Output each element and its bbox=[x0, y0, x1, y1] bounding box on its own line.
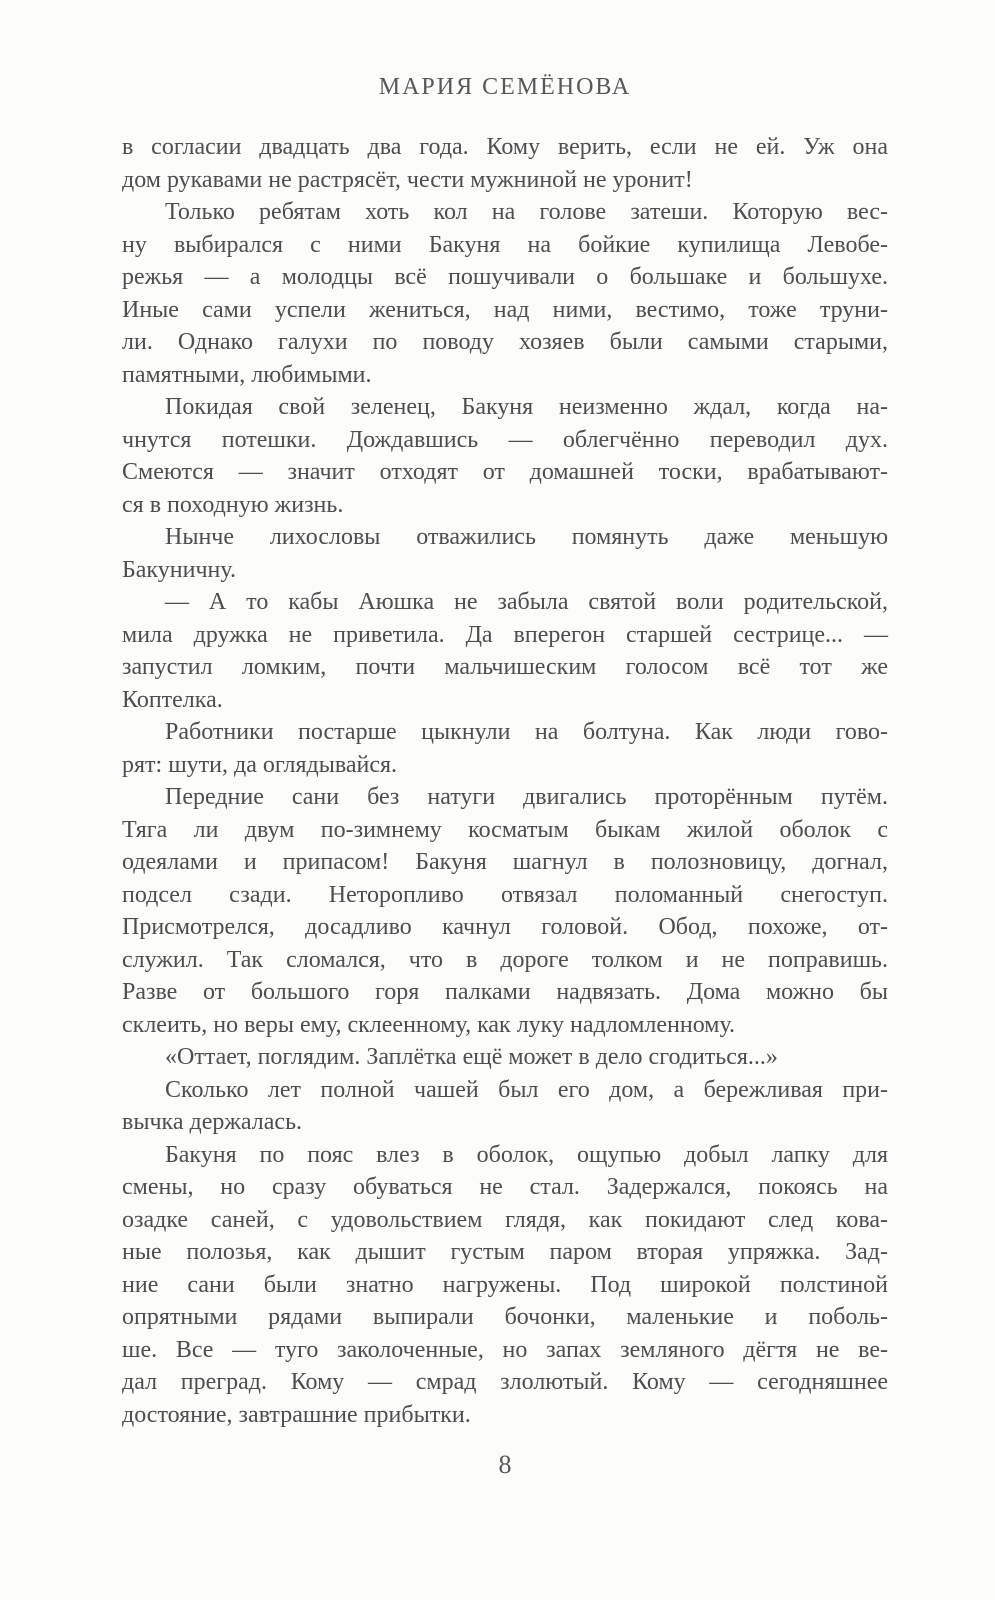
text-line: Бакуничну. bbox=[122, 556, 236, 583]
paragraph bbox=[122, 521, 888, 586]
text-line: смены, но сразу обуваться не стал. Задержался, покоясь на bbox=[122, 1174, 888, 1200]
text-line: ну выбирался с ними Бакуня на бойкие купилища Левобе- bbox=[122, 231, 888, 258]
text-line: опрятными рядами выпирали бочонки, маленькие и поболь- bbox=[122, 1304, 888, 1330]
text-line: ние сани были знатно нагружены. Под широкой полстиной bbox=[122, 1271, 888, 1298]
text-line: Коптелка. bbox=[122, 686, 223, 713]
text-line: Покидая свой зеленец, Бакуня неизменно ждал, когда на- bbox=[165, 394, 888, 420]
text-line: в согласии двадцать два года. Кому верить, если не ей. Уж она bbox=[122, 134, 888, 160]
text-line: памятными, любимыми. bbox=[122, 361, 372, 388]
text-line: чнутся потешки. Дождавшись — облегчённо переводил дух. bbox=[122, 426, 888, 453]
text-line: ные полозья, как дышит густым паром вторая упряжка. Зад- bbox=[122, 1239, 888, 1265]
text-line: подсел сзади. Неторопливо отвязал поломанный снегоступ. bbox=[122, 881, 888, 908]
text-line: ше. Все — туго заколоченные, но запах земляного дёгтя не ве- bbox=[122, 1336, 888, 1363]
text-line: Тяга ли двум по-зимнему косматым быкам жилой оболок с bbox=[122, 816, 888, 843]
text-line: служил. Так сломался, что в дороге толком и не поправишь. bbox=[122, 946, 888, 973]
paragraph bbox=[122, 586, 888, 716]
text-line: дал преград. Кому — смрад злолютый. Кому — сегодняшнее bbox=[122, 1369, 888, 1395]
text-line: запустил ломким, почти мальчишеским голосом всё тот же bbox=[122, 654, 888, 680]
text-line: ся в походную жизнь. bbox=[122, 491, 344, 518]
text-line: Разве от большого горя палками надвязать. Дома можно бы bbox=[122, 979, 888, 1005]
text-line: режья — а молодцы всё пошучивали о большаке и большухе. bbox=[122, 264, 888, 290]
text-line: мила дружка не приветила. Да вперегон старшей сестрице... — bbox=[122, 621, 888, 648]
paragraph bbox=[122, 1041, 888, 1074]
paragraph bbox=[122, 1074, 888, 1139]
text-line: «Оттает, поглядим. Заплётка ещё может в дело сгодиться...» bbox=[165, 1044, 778, 1070]
text-line: Иные сами успели жениться, над ними, вестимо, тоже труни- bbox=[122, 296, 888, 323]
paragraph bbox=[122, 196, 888, 391]
text-line: Бакуня по пояс влез в оболок, ощупью добыл лапку для bbox=[165, 1141, 888, 1168]
paragraph bbox=[122, 781, 888, 1041]
text-line: Нынче лихословы отважились помянуть даже меньшую bbox=[165, 524, 888, 550]
text-line: озадке саней, с удовольствием глядя, как покидают след кова- bbox=[122, 1206, 888, 1233]
text-line: ли. Однако галухи по поводу хозяев были самыми старыми, bbox=[122, 329, 888, 355]
text-line: Сколько лет полной чашей был его дом, а бережливая при- bbox=[165, 1076, 888, 1103]
paragraph bbox=[122, 131, 888, 196]
text-line: Смеются — значит отходят от домашней тоски, врабатывают- bbox=[122, 459, 888, 485]
paragraph bbox=[122, 391, 888, 521]
text-line: достояние, завтрашние прибытки. bbox=[122, 1401, 471, 1428]
text-line: Работники постарше цыкнули на болтуна. Как люди гово- bbox=[165, 719, 888, 745]
running-header: МАРИЯ СЕМЁНОВА bbox=[378, 74, 632, 100]
text-line: Передние сани без натуги двигались проторённым путём. bbox=[165, 784, 888, 810]
text-column bbox=[122, 131, 888, 1431]
text-line: Присмотрелся, досадливо качнул головой. Обод, похоже, от- bbox=[122, 914, 888, 940]
text-line: Только ребятам хоть кол на голове затеши. Которую вес- bbox=[165, 199, 888, 225]
text-line: одеялами и припасом! Бакуня шагнул в полозновицу, догнал, bbox=[122, 849, 888, 875]
paragraph bbox=[122, 716, 888, 781]
text-line: вычка держалась. bbox=[122, 1109, 303, 1135]
paragraph bbox=[122, 1139, 888, 1432]
text-line: рят: шути, да оглядывайся. bbox=[122, 751, 398, 778]
text-line: склеить, но веры ему, склеенному, как луку надломленному. bbox=[122, 1011, 736, 1038]
text-line: — А то кабы Аюшка не забыла святой воли родительской, bbox=[165, 589, 888, 615]
text-line: дом рукавами не растрясёт, чести мужниной не уронит! bbox=[122, 166, 693, 193]
page-number: 8 bbox=[498, 1450, 512, 1479]
